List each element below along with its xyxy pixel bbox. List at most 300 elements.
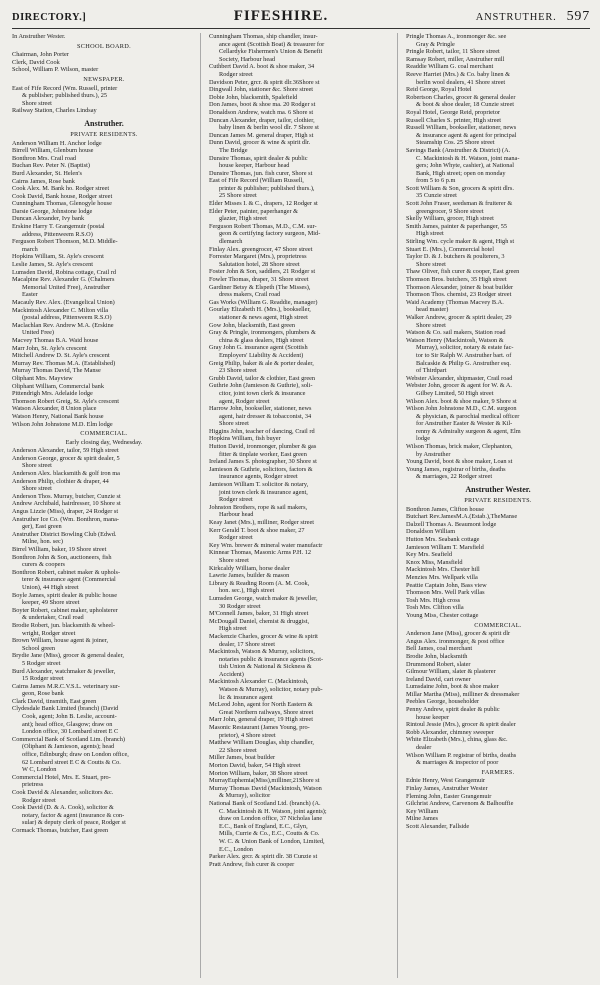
entry-continuation: & insurance agent & agent for principal [416,131,517,139]
directory-entry: Watson Henry, National Bank house [12,412,104,420]
entry-continuation: hon. sec.), High street [219,587,275,595]
directory-entry: Peattie Captain John, Bass view [406,581,487,589]
directory-entry: Fowler Thomas, draper, 31 Shore street [209,276,309,283]
directory-entry: Webster Alexander, shipmaster, Crail road [406,374,513,382]
directory-entry: Murray Thomas David, The Manse [12,367,101,375]
entry-continuation: keeper, 49 Shore street [22,599,80,607]
entry-continuation: notaries public & insurance agents (Scot- [219,655,324,663]
header-right [476,9,590,25]
directory-entry: Dunsire Thomas, spirit dealer & public [209,154,308,162]
directory-entry: Guthrie John (Jamieson & Guthrie), soli- [209,382,313,390]
directory-entry: Scott John Fraser, seedsman & fruiterer & [406,200,513,208]
entry-continuation: & marriages & inspector of poor [416,759,499,767]
directory-entry: Gilmour William, slater & plasterer [406,668,496,676]
entry-continuation: The Bridge [219,146,248,154]
directory-entry: Dingwall John, stationer &c. Shore street [209,86,314,94]
entry-continuation: Mills, Currie & Co., E.C., Coutts & Co. [219,830,320,838]
directory-entry: Hutton Mrs. Seabank cottage [406,536,480,543]
directory-entry: Elder Peter, painter, paperhanger & [209,207,299,215]
directory-entry: Davidson Peter, grcr. & spirit dlr.36Shore st [209,78,320,86]
subsection-heading: SCHOOL BOARD. [76,42,132,50]
entry-continuation: geon, Rose bank [22,690,64,698]
entry-continuation: Shore street [219,420,249,428]
directory-entry: Thomson Robert Greig, St. Ayle's crescent [12,397,120,405]
directory-entry: Marr John, St. Ayle's crescent [12,344,87,352]
directory-entry: Jamieson & Guthrie, solicitors, factors & [209,465,313,473]
entry-continuation: Rodger street [219,534,253,542]
directory-entry: Higgins John, teacher of dancing, Crail rd [209,427,315,435]
directory-entry: Jamieson William T. Marsfield [406,543,484,551]
directory-entry: Hopkins William, fish buyer [209,435,281,443]
entry-continuation: for Anstruther Easter & Wester & Kil- [416,420,513,428]
entry-continuation: terer & insurance agent (Commercial [22,576,116,584]
directory-entry: School, William P. Wilson, master [12,66,99,74]
directory-entry: Parker Alex. grcr. & spirit dlr. 38 Cunzie st [209,853,318,861]
directory-entry: Butchart Rev.JamesM.A.(Estab.),TheManse [406,513,518,521]
directory-entry: Reeve Harriet (Mrs.) & Co. baby linen & [406,70,511,78]
entry-continuation: Society, Harbour head [219,55,276,63]
directory-entry: Andrew Archibald, hairdresser, 10 Shore st [12,500,121,508]
entry-continuation: Cellardyke Fishermen's Union & Benefit [219,48,323,56]
directory-entry: Scott Alexander, Fallside [406,822,470,830]
entry-continuation: fitter & tinplate worker, East green [219,450,307,458]
page-number: 597 [566,9,590,24]
directory-entry: Buchan Rev. Peter N. (Baptist) [12,162,90,170]
directory-entry: McLeod John, agent for North Eastern & [209,701,313,709]
directory-entry: Birrel William, baker, 19 Shore street [12,546,107,553]
directory-entry: Anstruther Ice Co. (Wm. Bonthron, mana- [12,515,120,523]
entry-continuation: W. C. & Union Bank of London, Limited, [219,837,325,845]
directory-entry: Angus Alex. ironmonger, & post office [406,637,505,645]
directory-entry: Bonthron John & Son, auctioneers, fish [12,553,112,561]
entry-continuation: High street [219,625,247,633]
entry-continuation: & physician, & parochial medical officer [416,412,520,420]
entry-continuation: Employers' Liability & Accident) [219,351,304,359]
directory-entry: Commercial Bank of Scotland Lim. (branch) [12,735,125,743]
entry-continuation: 25 Shore street [219,192,257,200]
directory-entry: Hopkins William, St. Ayle's crescent [12,253,104,261]
entry-continuation: by Anstruther [416,450,451,458]
entry-continuation: address, Pittenweem R.S.O) [22,230,93,238]
entry-continuation: ant); head office, Glasgow; draw on [22,720,113,728]
directory-entry: Wilson Alex. boot & shoe maker, 9 Shore st [406,397,517,405]
directory-entry: Cook David (D. & A. Cook), solicitor & [12,804,114,812]
subsection-heading: PRIVATE RESIDENTS. [464,497,532,505]
directory-entry: Cook Alex. M. Bank ho. Rodger street [12,185,110,193]
directory-entry: Ednie Henry, West Grangemuir [406,777,486,785]
directory-entry: Menzies Mrs. Wellpark villa [406,573,478,581]
directory-entry: Boyle James, spirit dealer & public house [12,591,118,599]
entry-continuation: geon & certifying factory surgeon, Mid- [219,230,321,238]
directory-entry: Key Wm. brewer & mineral water manufactr [209,541,323,549]
directory-entry: Kirkcaldy William, horse dealer [209,564,290,572]
directory-entry: Gilchrist Andrew, Carvenom & Balhouffie [406,800,514,808]
directory-entry: Bell James, coal merchant [406,645,473,653]
entry-continuation: 15 Rodger street [22,675,64,683]
directory-entry: Maclachlan Rev. Andrew M.A. (Erskine [12,321,114,329]
directory-entry: Mackintosh Alexander C. Milton villa [12,306,109,314]
subsection-heading: PRIVATE RESIDENTS. [70,130,138,138]
directory-entry: Thomson Alexander, joiner & boat builder [406,283,514,291]
directory-entry: Pratt Andrew, fish curer & cooper [209,860,295,868]
directory-entry: Stirling Wm. cycle maker & agent, High st [406,238,515,246]
entry-continuation: citor, joint town clerk & insurance [219,389,306,397]
entry-continuation: Shore street [22,99,52,107]
directory-entry: Young Miss, Chester cottage [406,611,479,619]
directory-entry: Mackintosh, Watson & Murray, solicitors, [209,648,315,656]
directory-entry: Elder Misses I. & C., drapers, 12 Rodger st [209,200,318,208]
directory-entry: Cook David & Alexander, solicitors &c. [12,789,114,796]
subsection-heading: FARMERS. [481,768,515,776]
directory-entry: Tosh Mrs. High cross [406,596,461,604]
directory-entry: Watson Henry (Mackintosh, Watson & [406,336,504,344]
directory-entry: Anstruther District Bowling Club (Edwd. [12,530,117,538]
directory-entry: Cormack Thomas, butcher, East green [12,826,109,834]
section-note: Early closing day, Wednesday. [65,438,143,446]
entry-continuation: C. Mackintosh & H. Watson, joint agents); [219,807,327,815]
entry-continuation: 30 Rodger street [219,602,261,610]
directory-entry: Cairns James M.R.C.V.S.L. veterinary sur- [12,682,120,690]
directory-entry: Cook David, Bank house, Rodger street [12,192,113,200]
directory-entry: East of Fife Record (William Russell, [209,177,304,185]
entry-continuation: Harbour head [219,511,254,519]
directory-entry: Thaw Oliver, fish curer & cooper, East green [406,268,520,276]
directory-entry: Wilson John Johnstone M.D., C.M. surgeon [406,405,517,413]
entry-continuation: dress makers, Crail road [219,291,281,299]
directory-entry: Wilson John Johnstone M.D. Elm lodge [12,420,113,428]
entry-continuation: ance agent (Scottish Boat) & treasurer for [219,40,325,48]
directory-entry: Lawrie James, builder & mason [209,572,290,580]
directory-entry: Waid Academy (Thomas Macvey B.A. [406,298,504,306]
entry-continuation: house keeper, Harbour head [219,162,290,170]
directory-entry: Readdie William G. coal merchant [406,63,494,71]
directory-entry: Ferguson Robert Thomson, M.D. Middle- [12,238,118,246]
directory-entry: Hutton David, ironmonger, plumber & gas [209,443,317,451]
page-header [12,8,590,29]
entry-continuation: sular) & deputy clerk of peace, Rodger st [22,819,126,827]
directory-entry: Morton David, baker, 54 High street [209,762,301,769]
directory-entry: Dunsire Thomas, jun. fish curer, Shore st [209,169,313,177]
directory-entry: Clark David, tinsmith, East green [12,697,97,705]
directory-entry: Webster John, grocer & agent for W. & A. [406,382,512,390]
entry-continuation: notary, factor & agent (insurance & con- [22,811,125,819]
directory-entry: Macvey Thomas B.A. Waid house [12,336,99,344]
entry-continuation: E.C., Bank of England, E.C., Glyn, [219,822,308,830]
entry-continuation: Shore street [219,556,249,564]
entry-continuation: Shore street [22,485,52,493]
entry-continuation: United Free) [22,329,54,337]
directory-entry: Dunn David, grocer & wine & spirit dlr. [209,139,311,147]
directory-entry: Duncan Alexander, Ivy bank [12,215,85,223]
directory-entry: Boyter Robert, cabinet maker, upholsterer [12,606,118,614]
directory-entry: Savings Bank (Anstruther & District) (A. [406,146,511,154]
directory-entry: Kerr Gerald T. boot & shoe maker, 27 [209,526,305,534]
directory-entry: Mitchell Andrew D. St. Ayle's crescent [12,352,110,360]
subsection-heading: COMMERCIAL. [80,430,128,438]
columns [12,33,590,978]
directory-entry: Miller James, boat builder [209,754,276,762]
directory-entry: Wilson William P. registrar of births, deaths [406,751,517,759]
directory-entry: Cairns James, Rose bank [12,177,75,185]
entry-continuation: renny & Admiralty surgeon & agent, Elm [416,427,521,435]
entry-continuation: (Oliphant & Jamieson, agents); head [22,743,115,751]
directory-entry: Duncan James M. general draper, High st [209,131,314,139]
directory-entry: Millar Martha (Miss), milliner & dressmaker [406,690,520,698]
directory-entry: Young James, registrar of births, deaths [406,465,506,473]
column-3 [406,33,590,978]
directory-entry: Foster John & Son, saddlers, 21 Rodger st [209,268,316,276]
entry-continuation: gers; John Whyte, cashier), at National [416,162,514,170]
directory-entry: Brown William, house agent & joiner, [12,637,109,645]
entry-continuation: prietor), 4 Shore street [219,731,276,739]
directory-entry: Ramsay Robert, miller, Anstruther mill [406,55,505,63]
directory-entry: Clydesdale Bank Limited (branch) (David [12,705,119,713]
entry-continuation: C. Mackintosh & H. Watson, joint mana- [416,154,520,162]
entry-continuation: 5 Rodger street [22,659,61,667]
entry-continuation: Gray & Pringle [416,40,455,48]
directory-entry: Cunningham Thomas, Glenogyle house [12,200,112,208]
directory-entry: Macalpine Rev. Alexander G. (Chalmers [12,276,115,284]
entry-continuation: greengrocer, 9 Shore street [416,207,484,215]
directory-entry: Mackintosh Alexander C. (Mackintosh, [209,678,309,686]
directory-entry: Duncan Alexander, draper, tailor, clothier, [209,116,315,124]
directory-entry: Royal Hotel, George Reid, proprietor [406,108,500,116]
entry-continuation: baby linen & berlin wool dlr. 7 Shore st [219,124,319,132]
entry-continuation: lic & insurance agent [219,693,273,701]
entry-continuation: ger), East green [22,523,62,531]
entry-continuation: & publisher; published thurs.), 25 [22,92,108,100]
directory-entry: Murray Rev. Thomas M.A. (Established) [12,359,116,367]
directory-entry: White Elizabeth (Mrs.), china, glass &c. [406,736,508,744]
directory-entry: Brydie Jane (Miss), grocer & general dealer, [12,652,124,660]
directory-entry: Taylor D. & J. butchers & poulterers, 3 [406,253,505,261]
directory-entry: Bonthron James, Clifton house [406,505,485,513]
directory-entry: Thomson Bros. butchers, 35 High street [406,276,507,283]
directory-entry: Harrow John, bookseller, stationer, news [209,405,312,413]
entry-continuation: Murray), solicitor, notary & estate fac- [416,344,514,352]
directory-entry: Lumsden David, Robina cottage, Crail rd [12,268,117,276]
entry-continuation: Watson & Murray), solicitor, notary pub- [219,686,323,694]
entry-continuation: Shore street [416,321,446,329]
entry-continuation: stationer & news agent, High street [219,313,308,321]
directory-entry: Matthew William Douglas, ship chandler, [209,739,315,747]
directory-entry: Finlay James, Anstruther Wester [406,785,488,792]
directory-entry: Dobie John, blacksmith, Spalefield [209,93,298,101]
entry-continuation: & boot & shoe dealer, 18 Cunzie street [416,101,515,109]
entry-continuation: draw on London office, 37 Nicholas lane [219,815,323,823]
entry-continuation: Easter [22,291,38,299]
entry-continuation: Cook, agent; John B. Leslie, account- [22,713,117,721]
directory-entry: M'Connell James, baker, 31 High street [209,610,309,618]
directory-entry: Lumsdaine John, boot & shoe maker [406,683,499,691]
entry-continuation: dlemarch [219,238,243,246]
directory-entry: Gas Works (William G. Readdie, manager) [209,298,318,306]
header-left: DIRECTORY.] [12,12,87,23]
entry-continuation: & marriages, 22 Rodger street [416,473,493,481]
entry-continuation: Shore street [416,260,446,268]
entry-continuation: W C, London [22,766,57,774]
directory-entry: Cunningham Thomas, ship chandler, insur- [209,33,318,40]
directory-entry: Smith James, painter & paperhanger, 55 [406,222,507,230]
directory-entry: Anderson Jane (Miss), grocer & spirit dlr [406,630,511,638]
entry-continuation: glazier, High street [219,215,267,223]
entry-continuation: office, Edinburgh; draw on London office, [22,751,129,759]
entry-continuation: Balcaskie & Philip G. Anstruther esq. [416,359,511,367]
entry-continuation: lodge [416,435,430,443]
entry-continuation: Rodger street [22,796,56,804]
entry-continuation: tor to Sir Ralph W. Anstruther bart. of [416,351,512,359]
directory-entry: Darsie George, Johnstone lodge [12,207,93,215]
directory-entry: Library & Reading Room (A. M. Cook, [209,579,310,587]
directory-entry: Leslie James, St. Ayle's crescent [12,261,93,269]
directory-entry: Key William [406,807,439,815]
entry-continuation: dealer [416,744,432,752]
entry-continuation: dealer, 17 Shore street [219,640,276,648]
subsection-heading: NEWSPAPER. [83,75,125,83]
entry-continuation: agent, hair dresser & tobacconist, 34 [219,412,312,420]
directory-entry: Murray Thomas David (Mackintosh, Watson [209,784,322,792]
directory-entry: Pringle Thomas A., ironmonger &c. see [406,33,507,40]
directory-entry: Masonic Restaurant (James Young, pro- [209,724,310,732]
entry-continuation: (postal address, Pittenweem R.S.O) [22,314,112,322]
directory-entry: Anderson Thos. Murray, butcher, Cunzie st [12,492,121,500]
directory-entry: Russell William, bookseller, stationer, news [406,124,517,132]
directory-entry: Knox Miss, Mansfield [406,558,463,566]
directory-entry: Cuthbert David A. boot & shoe maker, 34 [209,63,315,71]
directory-entry: Thomson Thos. chemist, 23 Rodger street [406,291,512,299]
directory-entry: Birrell William, Glenburn house [12,147,94,155]
directory-entry: Gray John G. insurance agent (Scottish [209,344,308,352]
column-1 [12,33,201,978]
entry-continuation: wright, Rodger street [22,629,76,637]
directory-entry: Gourlay Elizabeth H. (Mrs.), bookseller, [209,306,311,314]
directory-entry: Morton William, baker, 38 Shore street [209,769,308,777]
directory-entry: Drummond Robert, slater [406,660,471,668]
directory-entry: Stuart E. (Mrs.), Commercial hotel [406,245,494,253]
subsection-heading: COMMERCIAL. [474,621,522,629]
directory-entry: Russell Charles S. printer, High street [406,116,502,124]
directory-entry: Forrester Margaret (Mrs.), proprietress [209,253,307,261]
directory-entry: Burd Alexander, watchmaker & jeweller, [12,667,116,675]
entry-continuation: Milne, hon. sec) [22,538,63,546]
directory-entry: Marr John, general draper, 19 High street [209,716,313,724]
directory-entry: Mackenzie Charles, grocer & wine & spirit [209,632,318,640]
directory-entry: Gow John, blacksmith, East green [209,321,296,329]
entry-continuation: agent, Rodger street [219,397,270,405]
entry-continuation: insurance agents, Rodger street [219,473,298,481]
entry-continuation: 22 Shore street [219,746,257,754]
directory-entry: Burd Alexander, St. Helen's [12,169,82,177]
directory-entry: Railway Station, Charles Lindsay [12,107,97,115]
directory-entry: Anderson William H. Anchor lodge [12,139,102,147]
entry-continuation: Memorial United Free), Anstruther [22,283,111,291]
entry-continuation: Salutation hotel, 28 Shore street [219,260,300,268]
directory-entry: Robertson Charles, grocer & general dealer [406,93,516,101]
section-heading: Anstruther. [84,118,124,128]
entry-continuation: School green [22,644,56,652]
directory-entry: Bonthron Robert, cabinet maker & uphols- [12,568,121,576]
directory-entry: Watson Alexander, 8 Union place [12,405,97,413]
entry-continuation: 35 Cunzie street [416,192,457,200]
entry-continuation: E.C., London [219,845,253,853]
directory-entry: Tosh Mrs. Clifton villa [406,604,464,612]
section-heading: Anstruther Wester. [465,485,531,495]
directory-entry: Gardiner Betsy & Elspeth (The Misses), [209,283,311,291]
directory-entry: Fleming John, Easter Grangemuir [406,792,492,800]
directory-entry: Peebles George, householder [406,698,480,706]
directory-entry: Commercial Hotel, Mrs. E. Stuart, pro- [12,773,111,781]
entry-continuation: march [22,245,38,253]
directory-entry: Walker Andrew, grocer & spirit dealer, 29 [406,313,512,321]
directory-entry: Scott William & Son, grocers & spirit dlrs. [406,184,514,192]
directory-entry: Penny Andrew, spirit dealer & public [406,706,500,714]
directory-entry: Donaldson William [406,528,456,536]
entry-continuation: printer & publisher; published thurs.), [219,184,315,192]
directory-entry: Skelly William, grocer, High street [406,215,494,223]
directory-entry: Chairman, John Porter [12,51,69,59]
directory-entry: Oliphant William, Commercial bank [12,382,104,390]
entry-continuation: head master) [416,306,449,314]
directory-entry: Grubb David, tailor & clothier, East green [209,374,316,382]
directory-entry: MurrayEuphemia(Miss),milliner,21Shore st [209,777,320,785]
entry-continuation: Rodger street [219,70,253,78]
entry-continuation: china & glass dealers, High street [219,336,304,344]
entry-continuation: Shore street [22,462,52,470]
entry-continuation: London office, 30 Lombard street E C [22,728,119,736]
entry-continuation: prietress [22,781,44,789]
entry-continuation: joint town clerk & insurance agent, [219,488,308,496]
entry-continuation: Great Northern railways, Shore street [219,708,314,716]
directory-entry: Rintoul Jessie (Mrs.), grocer & spirit dealer [406,721,516,729]
directory-entry: Angus Lizzie (Miss), draper, 24 Rodger st [12,508,119,516]
directory-entry: Clerk, David Cook [12,58,60,66]
entry-continuation: curers & coopers [22,561,66,569]
directory-entry: Ireland David, cart owner [406,675,471,683]
directory-entry: Macauly Rev. Alex. (Evangelical Union) [12,299,115,306]
directory-entry: Thomson Mrs. Well Park villas [406,589,485,597]
entry-continuation: tish Union & National & Sickness & [219,663,312,671]
directory-entry: Anderson Philip, clothier & draper, 44 [12,477,109,485]
entry-continuation: house keeper [416,713,450,721]
directory-entry: Robb Alexander, chimney sweeper [406,728,494,736]
directory-entry: Greig Philip, baker & ale & porter dealer, [209,359,314,367]
directory-entry: Finlay Alex. greengrocer, 47 Shore street [209,245,313,253]
entry-continuation: Rodger street [219,496,253,504]
directory-entry: Gray & Pringle, ironmongers, plumbers & [209,329,316,337]
entry-continuation: & undertaker, Crail road [22,614,84,622]
header-place: ANSTRUTHER. [475,12,557,23]
directory-entry: Kinnear Thomas, Masonic Arms P.H. 12 [209,549,312,557]
directory-entry: Key Mrs. Seafield [406,551,452,559]
directory-entry: Bonthron Mrs. Crail road [12,154,77,162]
directory-entry: Anderson Alex. blacksmith & golf iron ma [12,470,120,478]
entry-continuation: berlin wool dealers, 41 Shore street [416,78,506,86]
directory-entry: Jamieson William T. solicitor & notary, [209,481,309,489]
directory-entry: Pringle Robert, tailor, 11 Shore street [406,48,500,56]
directory-entry: National Bank of Scotland Ltd. (branch) (A. [209,799,321,807]
directory-entry: Anderson George, grocer & spirit dealer, 5 [12,454,120,462]
entry-continuation: of Thirdpart [416,367,447,375]
entry-continuation: High street [416,230,444,238]
directory-entry: Oliphant Mrs. Mayview [12,374,73,382]
directory-entry: Pittendrigh Mrs. Adelaide lodge [12,390,93,398]
directory-entry: Mackintosh Mrs. Chester hill [406,566,480,574]
directory-entry: Johnston Brothers, rope & sail makers, [209,503,308,511]
directory-entry: Watson & Co. sail makers, Station road [406,329,506,337]
directory-entry: Milne James [406,815,439,823]
entry-continuation: Steamship Cos. 25 Shore street [416,139,495,147]
directory-entry: Wilson Thomas, brick maker, Clephanton, [406,443,513,451]
